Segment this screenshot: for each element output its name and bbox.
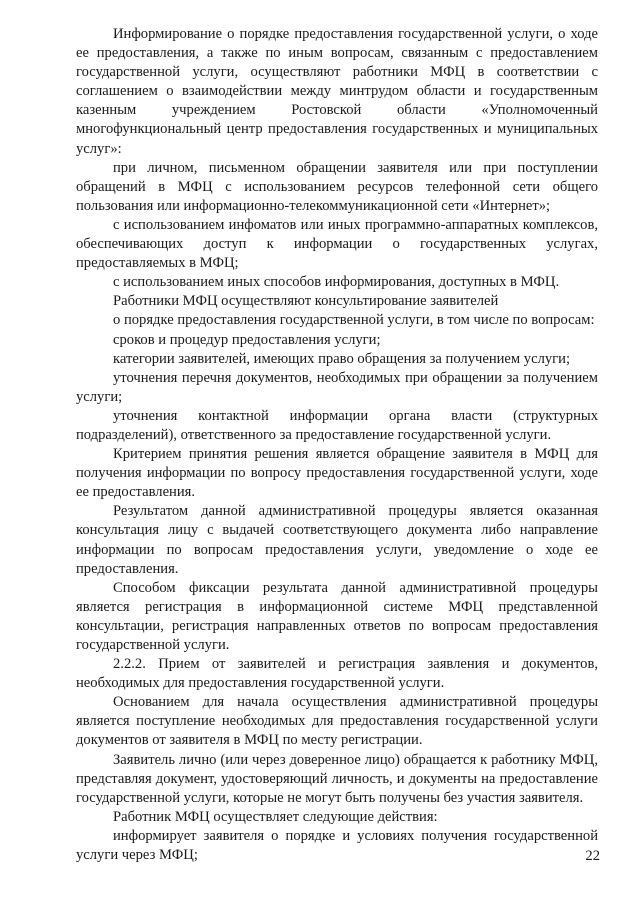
paragraph: с использованием инфоматов или иных программно-аппаратных комплексов, обеспечивающих доступ к информации о государственных услугах, предоставляемых в МФЦ; — [76, 216, 598, 272]
paragraph: Критерием принятия решения является обращение заявителя в МФЦ для получения информации по вопросу предоставления государственной услуги, ходе ее предоставления. — [76, 446, 598, 501]
section-heading: 2.2.2. Прием от заявителей и регистрация заявления и документов, необходимых для предоставления государственной услуги. — [76, 656, 598, 692]
paragraph: Заявитель лично (или через доверенное лицо) обращается к работнику МФЦ, представляя документ, удостоверяющий личность, и документы на предоставление государственной услуги, которые не могут быть получены без участия заявителя. — [76, 751, 598, 806]
paragraph: с использованием иных способов информирования, доступных в МФЦ. — [113, 274, 560, 291]
paragraph: Способом фиксации результата данной административной процедуры является регистрация в информационной системе МФЦ представленной консультации, регистрация направленных ответов по вопросам предоставления государственной услуги. — [76, 579, 598, 653]
paragraph: Работники МФЦ осуществляют консультирование заявителей — [113, 293, 499, 310]
paragraph: о порядке предоставления государственной услуги, в том числе по вопросам: — [113, 312, 595, 329]
paragraph: Основанием для начала осуществления административной процедуры является поступление необходимых для предоставления государственной услуги документов от заявителя в МФЦ по месту регистрации. — [76, 694, 598, 749]
paragraph: информирует заявителя о порядке и условиях получения государственной услуги через МФЦ; — [76, 827, 598, 864]
paragraph: Информирование о порядке предоставления государственной услуги, о ходе ее предоставления, а также по иным вопросам, связанным с предоставлением государственной услуги, осуществляют работники МФЦ в соответствии с соглашением о взаимодействии между минтрудом области и государственным казенным учреждением Ростовской области «Уполномоченный многофункциональный центр предоставления государственных и муниципальных услуг»: — [76, 26, 598, 157]
page-number: 22 — [585, 848, 600, 864]
paragraph: уточнения контактной информации органа власти (структурных подразделений), ответственного за предоставление государственной услуги. — [76, 407, 598, 443]
document-body — [76, 25, 598, 865]
paragraph: Работник МФЦ осуществляет следующие действия: — [113, 808, 438, 825]
paragraph: категории заявителей, имеющих право обращения за получением услуги; — [113, 350, 571, 367]
paragraph: уточнения перечня документов, необходимых при обращении за получением услуги; — [76, 369, 598, 405]
paragraph: сроков и процедур предоставления услуги; — [113, 331, 381, 348]
paragraph: при личном, письменном обращении заявителя или при поступлении обращений в МФЦ с использованием ресурсов телефонной сети общего пользования или информационно-телекоммуникационной сети «Интернет»; — [76, 159, 598, 214]
paragraph: Результатом данной административной процедуры является оказанная консультация лицу с выдачей соответствующего документа либо направление информации по вопросам предоставления услуги, уведомление о ходе ее предоставления. — [76, 503, 598, 577]
